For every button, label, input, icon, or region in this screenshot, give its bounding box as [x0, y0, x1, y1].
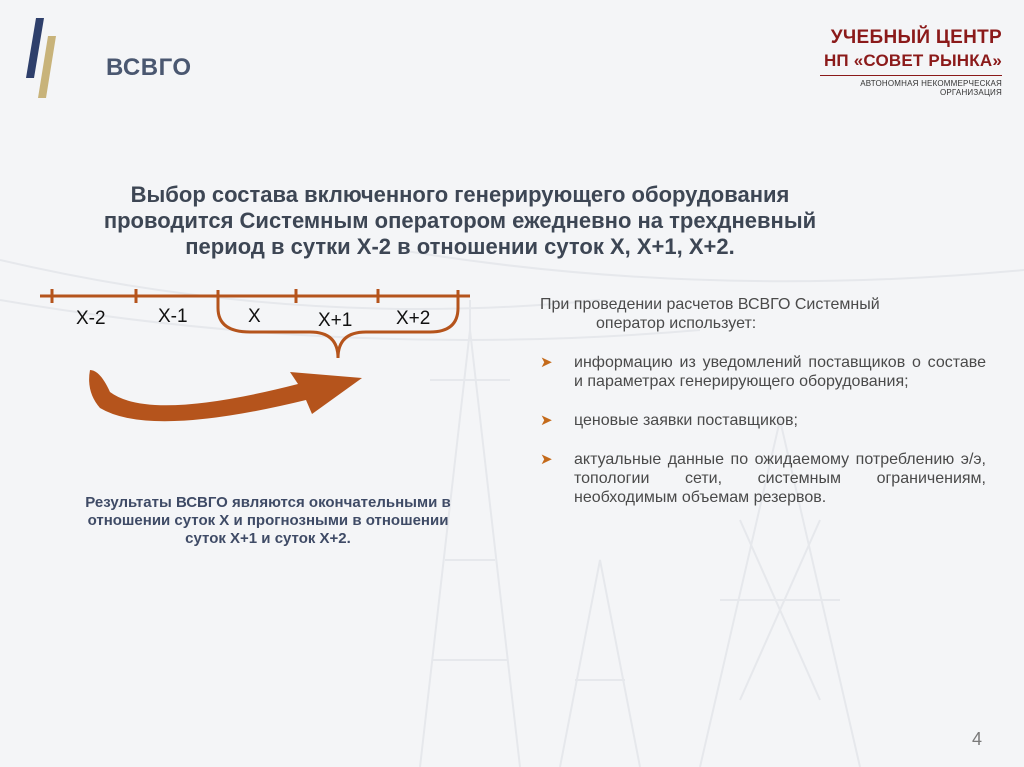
org-divider	[820, 75, 1002, 76]
arrow-bullet-icon: ➤	[540, 354, 553, 371]
org-name-line1: УЧЕБНЫЙ ЦЕНТР	[830, 27, 1002, 48]
page-number: 4	[972, 729, 983, 749]
headline-line1: Выбор состава включенного генерирующего оборудования	[130, 182, 790, 207]
org-name-line2: НП «СОВЕТ РЫНКА»	[823, 51, 1002, 70]
list-item-text: информацию из уведомлений поставщиков о составе и параметрах генерирующего оборудования;	[574, 354, 986, 390]
headline-line3: период в сутки Х-2 в отношении суток Х, Х+1, Х+2.	[185, 234, 735, 259]
list-item	[540, 353, 986, 391]
headline-line2: проводится Системным оператором ежедневно на трехдневный	[103, 208, 817, 233]
intro-line1: При проведении расчетов ВСВГО Системный	[540, 296, 880, 313]
day-label-x: Х	[248, 306, 261, 327]
list-item-text: актуальные данные по ожидаемому потреблению э/э, топологии сети, системным ограничениям, необходимым объемам резервов.	[574, 451, 986, 506]
arrow-bullet-icon: ➤	[540, 451, 553, 468]
results-note-line3: суток Х+1 и суток Х+2.	[185, 530, 351, 547]
intro-line2: оператор использует:	[596, 315, 757, 332]
arrow-bullet-icon: ➤	[540, 412, 553, 429]
list-item-text: ценовые заявки поставщиков;	[574, 412, 798, 429]
day-label-x-plus-2: Х+2	[396, 308, 431, 329]
day-label-x-plus-1: Х+1	[318, 310, 353, 331]
results-note-line1: Результаты ВСВГО являются окончательными в	[85, 494, 451, 511]
curved-arrow-icon	[89, 370, 362, 421]
org-subtitle: АВТОНОМНАЯ НЕКОММЕРЧЕСКАЯ ОРГАНИЗАЦИЯ	[860, 79, 1002, 97]
logo-bars-icon	[26, 18, 62, 100]
results-note	[58, 494, 478, 548]
slide-headline	[40, 182, 880, 260]
timeline-diagram	[40, 286, 480, 426]
inputs-list	[540, 353, 986, 507]
day-label-x-minus-2: Х-2	[76, 308, 106, 329]
section-tag: ВСВГО	[106, 54, 192, 81]
operator-inputs-panel	[540, 295, 986, 527]
day-label-x-minus-1: Х-1	[158, 306, 188, 327]
results-note-line2: отношении суток Х и прогнозными в отношении	[87, 512, 449, 529]
organization-logo	[812, 26, 1002, 97]
list-item	[540, 450, 986, 507]
list-item	[540, 411, 986, 430]
